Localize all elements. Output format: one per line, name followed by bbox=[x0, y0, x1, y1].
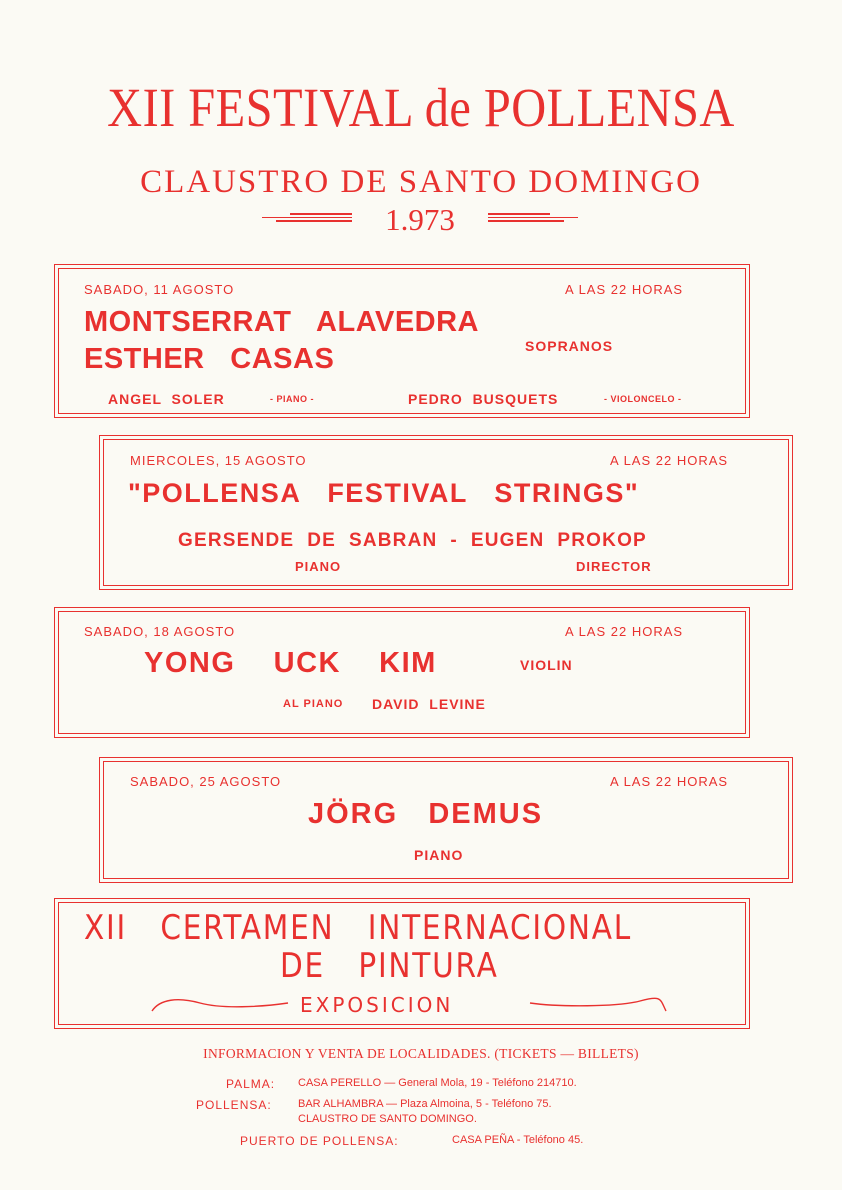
concert-2-date: MIERCOLES, 15 AGOSTO bbox=[130, 453, 307, 468]
concert-3-performer: YONG UCK KIM bbox=[144, 647, 437, 679]
flourish-right-icon bbox=[528, 993, 668, 1017]
info-palma-label: PALMA: bbox=[226, 1077, 276, 1091]
concert-1-performer-2: ESTHER CASAS bbox=[84, 343, 335, 375]
concert-4-performer: JÖRG DEMUS bbox=[308, 798, 544, 830]
concert-2-names: GERSENDE DE SABRAN - EUGEN PROKOP bbox=[178, 530, 647, 551]
concert-2-time: A LAS 22 HORAS bbox=[610, 453, 729, 468]
ornament-left bbox=[262, 213, 352, 225]
concert-4-role: PIANO bbox=[414, 847, 464, 863]
festival-title: XII FESTIVAL de POLLENSA bbox=[107, 77, 735, 138]
info-puerto-label: PUERTO DE POLLENSA: bbox=[240, 1134, 399, 1148]
concert-4-time: A LAS 22 HORAS bbox=[610, 774, 729, 789]
concert-1-performer-1: MONTSERRAT ALAVEDRA bbox=[84, 306, 480, 338]
certamen-line-3: EXPOSICION bbox=[300, 993, 454, 1017]
concert-2-title: "POLLENSA FESTIVAL STRINGS" bbox=[128, 478, 640, 508]
info-pollensa-text-2: CLAUSTRO DE SANTO DOMINGO. bbox=[298, 1113, 477, 1125]
year: 1.973 bbox=[385, 202, 455, 237]
certamen-line-1: XII CERTAMEN INTERNACIONAL bbox=[84, 908, 632, 948]
info-pollensa-text: BAR ALHAMBRA — Plaza Almoina, 5 - Teléfono 75. bbox=[298, 1098, 552, 1110]
flourish-left-icon bbox=[150, 993, 290, 1017]
certamen-line-2: DE PINTURA bbox=[280, 946, 499, 986]
concert-2-role-2: DIRECTOR bbox=[576, 559, 652, 574]
concert-3-accomp-label: AL PIANO bbox=[283, 698, 344, 710]
concert-1-accomp-1-role: - PIANO - bbox=[270, 394, 314, 404]
concert-1-role: SOPRANOS bbox=[525, 338, 614, 354]
venue-title: CLAUSTRO DE SANTO DOMINGO bbox=[140, 164, 702, 200]
info-heading: INFORMACION Y VENTA DE LOCALIDADES. (TICKETS — BILLETS) bbox=[203, 1046, 639, 1061]
concert-1-time: A LAS 22 HORAS bbox=[565, 282, 684, 297]
concert-1-date: SABADO, 11 AGOSTO bbox=[84, 282, 235, 297]
concert-3-time: A LAS 22 HORAS bbox=[565, 624, 684, 639]
concert-3-accomp: DAVID LEVINE bbox=[372, 696, 486, 712]
info-pollensa-label: POLLENSA: bbox=[196, 1098, 272, 1112]
concert-3-date: SABADO, 18 AGOSTO bbox=[84, 624, 236, 639]
info-palma-text: CASA PERELLO — General Mola, 19 - Teléfono 214710. bbox=[298, 1077, 577, 1089]
concert-1-accomp-2-role: - VIOLONCELO - bbox=[604, 394, 682, 404]
concert-1-accomp-1: ANGEL SOLER bbox=[108, 391, 225, 407]
concert-4-date: SABADO, 25 AGOSTO bbox=[130, 774, 282, 789]
ornament-right bbox=[488, 213, 578, 225]
info-puerto-text: CASA PEÑA - Teléfono 45. bbox=[452, 1134, 584, 1146]
concert-2-role-1: PIANO bbox=[295, 559, 342, 574]
concert-3-role: VIOLIN bbox=[520, 657, 573, 673]
concert-1-accomp-2: PEDRO BUSQUETS bbox=[408, 391, 559, 407]
